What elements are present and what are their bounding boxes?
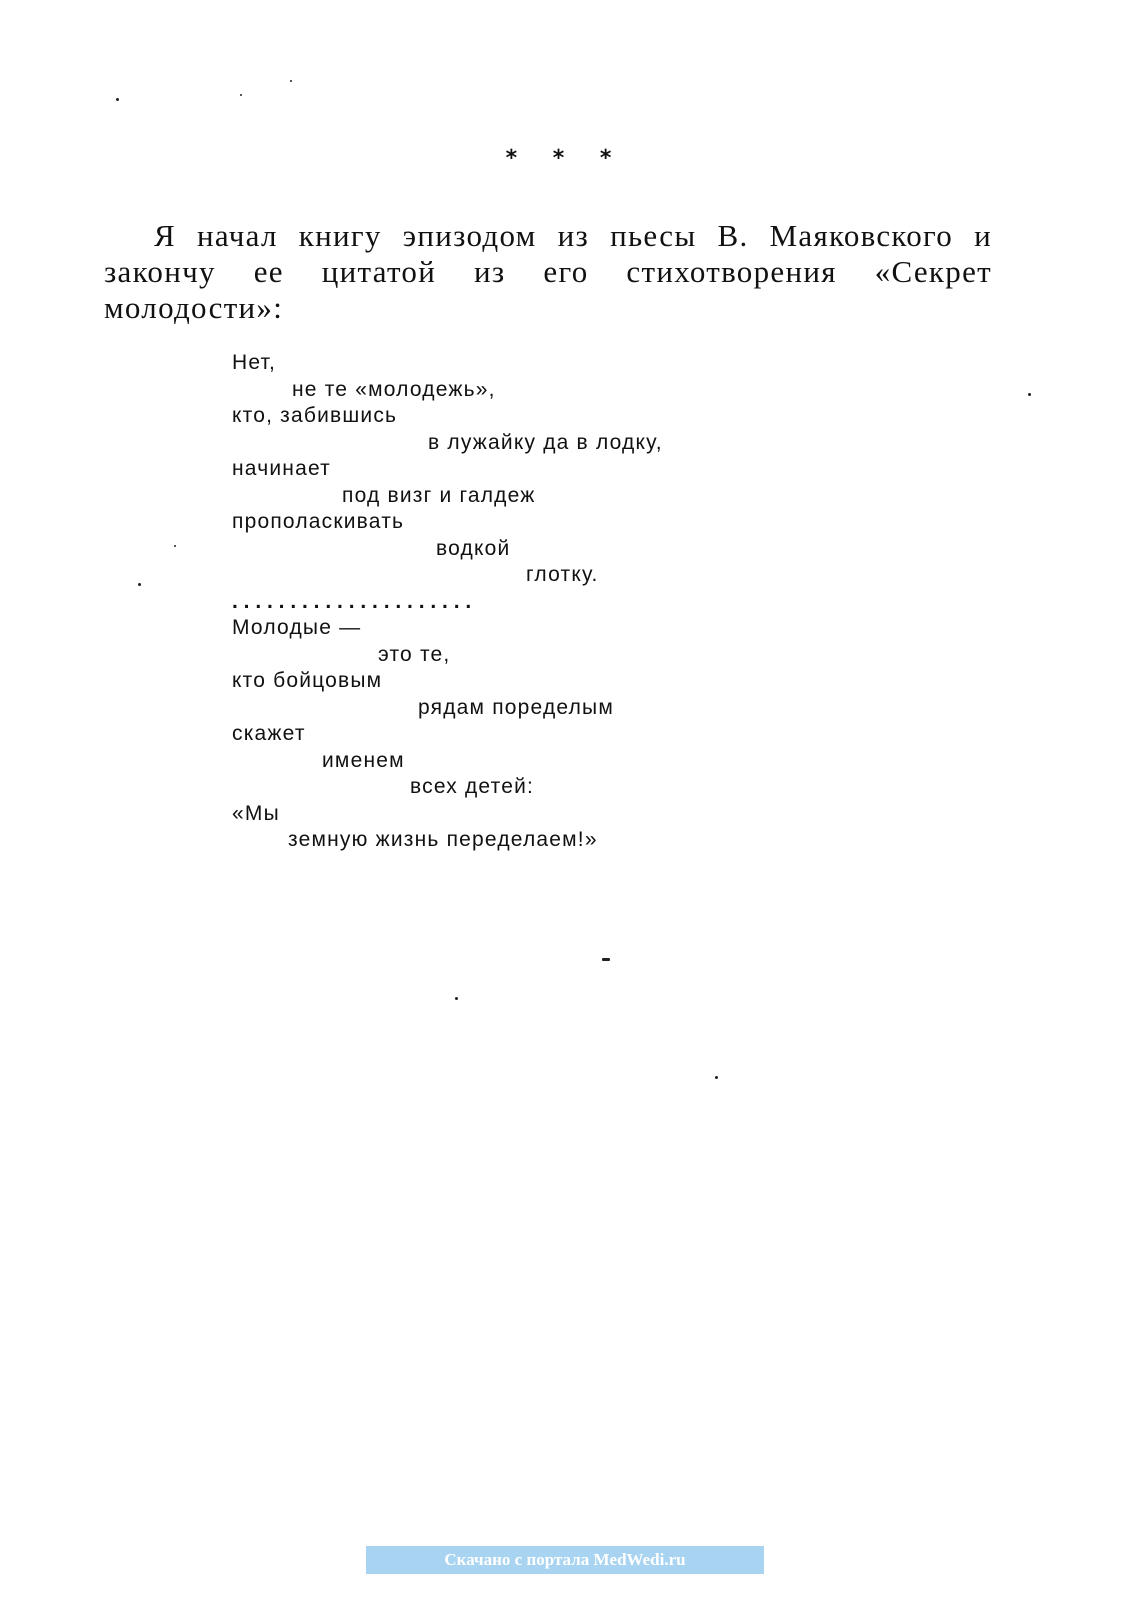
scan-speck xyxy=(602,958,610,961)
scan-speck xyxy=(715,1076,718,1079)
scan-speck xyxy=(455,997,458,1000)
poem-line: скажет xyxy=(232,722,306,745)
poem-line: Нет, xyxy=(232,351,277,374)
poem-line: «Мы xyxy=(232,801,280,825)
poem-line: Молодые — xyxy=(232,616,362,639)
poem-line: прополаскивать xyxy=(232,510,405,533)
scan-speck xyxy=(290,80,292,82)
poem-line: всех детей: xyxy=(410,775,535,798)
poem-line: кто, забившись xyxy=(232,404,398,427)
poem-line: именем xyxy=(322,748,405,772)
poem-line: в лужайку да в лодку, xyxy=(428,430,663,454)
scan-speck xyxy=(240,94,242,96)
poem-line: глотку. xyxy=(526,563,599,586)
poem-line: рядам поределым xyxy=(418,695,614,719)
poem-line: водкой xyxy=(436,536,511,560)
poem-line: это те, xyxy=(378,642,451,666)
scan-speck xyxy=(116,98,119,101)
poem-line: под визг и галдеж xyxy=(342,483,536,507)
poem-quote xyxy=(232,350,663,854)
scan-speck xyxy=(1028,393,1031,396)
download-watermark: Скачано с портала MedWedi.ru xyxy=(366,1546,764,1574)
scan-speck xyxy=(138,583,141,586)
scan-speck xyxy=(174,545,176,547)
intro-paragraph: Я начал книгу эпизодом из пьесы В. Маяковского и закончу ее цитатой из его стихотворения «Секрет молодости»: xyxy=(104,218,992,325)
poem-line: не те «молодежь», xyxy=(292,377,496,401)
poem-line: начинает xyxy=(232,457,331,480)
poem-line: земную жизнь переделаем!» xyxy=(288,828,598,851)
poem-line: кто бойцовым xyxy=(232,669,383,692)
section-ornament: * * * xyxy=(505,146,626,171)
poem-omission-dots: . . . . . . . . . . . . . . . . . . . . . xyxy=(232,589,472,613)
